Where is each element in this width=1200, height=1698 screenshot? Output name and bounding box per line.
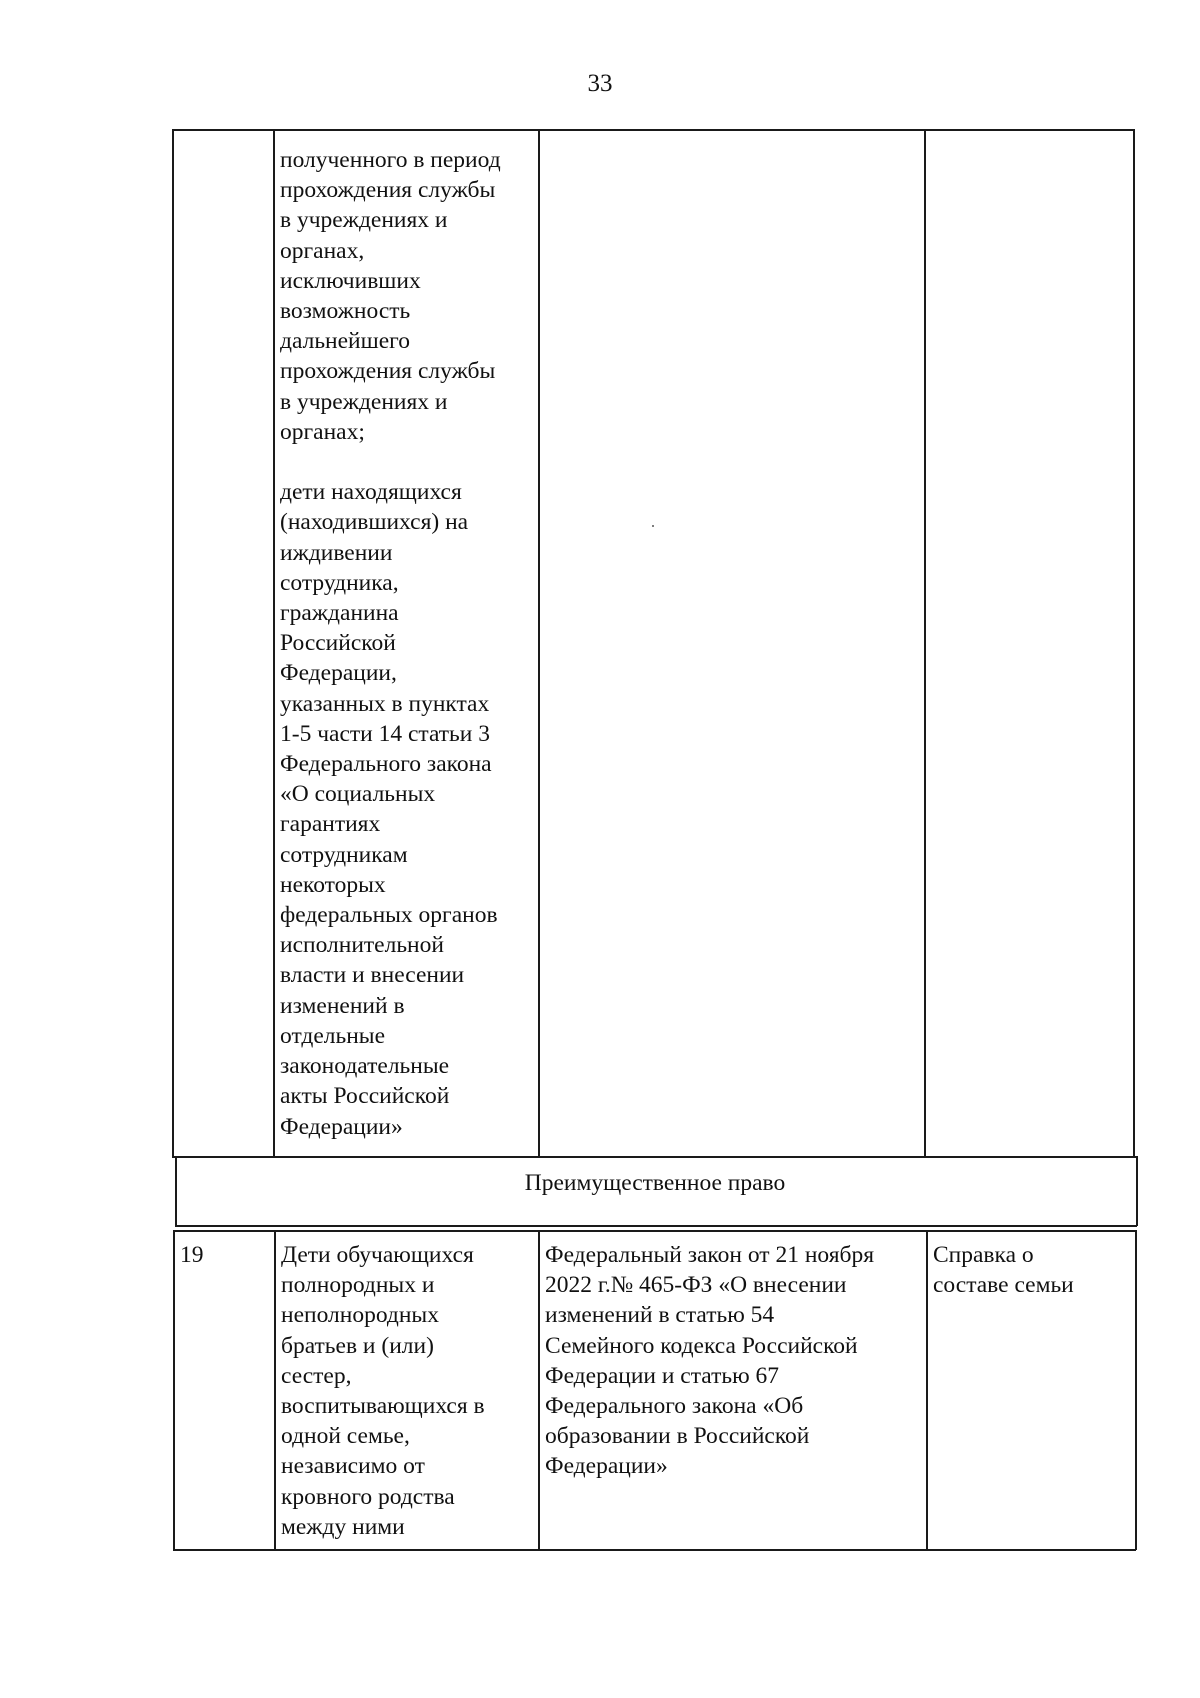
table-top-border (172, 129, 1134, 131)
cell-category: полученного в период прохождения службы в учреждениях и органах, исключивших возможность дальнейшего прохождения службы в учреждениях и органах; дети находящихся (находившихся) на иждивении сотрудника, гражданина Российской Федерации, указанных в пунктах 1-5 части 14 статьи 3 Федерального закона «О социальных гарантиях сотрудникам некоторых федеральных органов исполнительной власти и внесении изменений в отдельные законодательные акты Российской Федерации» (280, 147, 501, 1140)
row19-divider-1 (274, 1230, 276, 1550)
row19-legal-basis: Федеральный закон от 21 ноября 2022 г.№ 465-ФЗ «О внесении изменений в статью 54 Семейного кодекса Российской Федерации и статью 67 Федерального закона «Об образовании в Российской Федерации» (545, 1242, 875, 1480)
page-number: 33 (587, 70, 613, 97)
heading-bottom-border (175, 1225, 1137, 1227)
scan-speck (652, 525, 654, 527)
row19-bottom-border (173, 1549, 1136, 1551)
table-row-divider (172, 1156, 1137, 1158)
row19-divider-3 (926, 1230, 928, 1550)
column-divider-3 (924, 129, 926, 1157)
row19-documents: Справка о составе семьи (933, 1242, 1074, 1299)
section-heading: Преимущественное право (524, 1170, 786, 1196)
row19-divider-2 (538, 1230, 540, 1550)
row19-number: 19 (180, 1242, 204, 1268)
row19-category: Дети обучающихся полнородных и неполнородных братьев и (или) сестер, воспитывающихся в одной семье, независимо от кровного родства между ними (281, 1242, 485, 1540)
table-right-border (1133, 129, 1135, 1157)
row19-top-border (173, 1230, 1136, 1232)
table-left-border (172, 129, 174, 1157)
column-divider-2 (538, 129, 540, 1157)
row19-left-border (173, 1230, 175, 1550)
column-divider-1 (273, 129, 275, 1157)
row19-right-border (1135, 1230, 1137, 1550)
heading-right-border (1136, 1156, 1138, 1226)
